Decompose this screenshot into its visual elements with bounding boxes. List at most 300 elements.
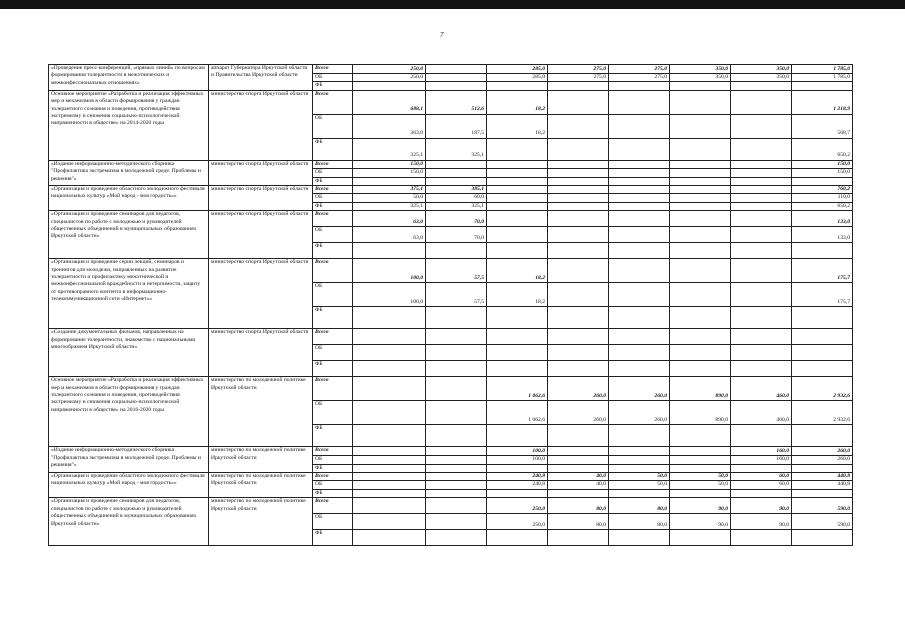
year-value-cell [731,227,792,243]
funding-source-label: Всего [313,259,353,283]
funding-source-label: ОБ [313,227,353,243]
table-row [49,211,853,227]
total-value-cell: 650,2 [792,138,853,160]
year-value-cell [548,211,609,227]
year-value-cell: 363,0 [353,114,426,138]
year-value-cell: 80,0 [548,514,609,530]
year-value-cell: 325,1 [426,202,487,210]
year-value-cell: 240,8 [487,473,548,481]
year-value-cell [487,194,548,202]
year-value-cell [609,259,670,283]
year-value-cell: 150,0 [353,169,426,177]
year-value-cell [670,243,731,259]
table-row [49,65,853,74]
year-value-cell [548,283,609,307]
year-value-cell [731,489,792,497]
total-value-cell: 590,0 [792,514,853,530]
year-value-cell [426,447,487,456]
year-value-cell: 50,0 [609,481,670,489]
measure-name: «Организация и проведение серии лекций, семинаров и тренингов для молодежи, направленных на развитие толерантности и профилактику межэтнической и межконфессиональной враждебности и нетерпимости, защиту от противоправного контента в информационно-телекоммуникационной сети «Интернет»» [49,259,209,329]
year-value-cell [670,530,731,546]
funding-source-label: ФБ [313,82,353,90]
year-value-cell: 90,0 [670,514,731,530]
total-value-cell [792,329,853,345]
total-value-cell [792,464,853,472]
year-value-cell [731,177,792,185]
year-value-cell: 275,0 [609,74,670,82]
year-value-cell [670,447,731,456]
total-value-cell: 590,0 [792,498,853,514]
year-value-cell: 57,5 [426,283,487,307]
total-value-cell [792,307,853,329]
year-value-cell [548,456,609,464]
year-value-cell [548,425,609,447]
page-number: 7 [440,31,444,39]
year-value-cell [353,307,426,329]
year-value-cell [353,530,426,546]
year-value-cell [487,82,548,90]
year-value-cell [426,74,487,82]
year-value-cell: 18,2 [487,283,548,307]
year-value-cell [426,169,487,177]
year-value-cell: 260,0 [609,377,670,401]
year-value-cell [548,307,609,329]
total-value-cell [792,530,853,546]
year-value-cell [609,243,670,259]
total-value-cell: 150,0 [792,160,853,168]
year-value-cell [670,138,731,160]
year-value-cell [548,177,609,185]
year-value-cell: 40,0 [548,473,609,481]
year-value-cell: 80,0 [609,514,670,530]
year-value-cell [548,138,609,160]
year-value-cell: 100,0 [353,283,426,307]
year-value-cell [609,283,670,307]
table-row [49,498,853,514]
year-value-cell: 63,0 [353,211,426,227]
year-value-cell: 350,0 [670,74,731,82]
year-value-cell [548,243,609,259]
funding-source-label: ФБ [313,202,353,210]
funding-source-label: Всего [313,473,353,481]
year-value-cell [548,530,609,546]
year-value-cell: 60,0 [426,194,487,202]
executor-name: министерство спорта Иркутской области [209,211,313,259]
year-value-cell [353,377,426,401]
total-value-cell: 133,0 [792,211,853,227]
table-row [49,329,853,345]
year-value-cell [353,345,426,361]
year-value-cell [426,345,487,361]
funding-source-label: Всего [313,186,353,194]
year-value-cell [353,481,426,489]
year-value-cell [670,425,731,447]
executor-name: министерство спорта Иркутской области [209,160,313,185]
year-value-cell: 18,2 [487,259,548,283]
year-value-cell [548,345,609,361]
total-value-cell: 260,0 [792,456,853,464]
total-value-cell [792,243,853,259]
year-value-cell [609,307,670,329]
year-value-cell [548,361,609,377]
year-value-cell [426,489,487,497]
year-value-cell [353,82,426,90]
year-value-cell [609,227,670,243]
year-value-cell: 275,0 [548,74,609,82]
measure-name: «Организация и проведение областного молодежного фестиваля национальных культур «Мой народ - моя гордость»» [49,473,209,498]
year-value-cell [670,345,731,361]
year-value-cell: 240,8 [487,481,548,489]
year-value-cell [670,456,731,464]
year-value-cell [609,530,670,546]
year-value-cell: 250,0 [487,514,548,530]
year-value-cell [731,90,792,114]
year-value-cell [670,90,731,114]
year-value-cell [731,243,792,259]
year-value-cell [609,169,670,177]
year-value-cell [548,227,609,243]
funding-source-label: ФБ [313,243,353,259]
measure-name: «Организация и проведение областного молодежного фестиваля национальных культур «Мой народ - моя гордость»» [49,186,209,211]
year-value-cell [609,90,670,114]
table-row [49,90,853,114]
year-value-cell: 160,0 [731,447,792,456]
year-value-cell: 375,1 [353,186,426,194]
funding-source-label: Всего [313,65,353,74]
funding-source-label: ОБ [313,345,353,361]
budget-table-body [49,65,853,546]
funding-source-label: ОБ [313,194,353,202]
year-value-cell [426,530,487,546]
table-row [49,473,853,481]
year-value-cell: 187,5 [426,114,487,138]
measure-name: Основное мероприятие «Разработка и реализация эффективных мер и механизмов в области формирования у граждан толерантного сознания и поведения, противодействия экстремизму и снижения социально-психологической напряженности в обществе» на 2014-2020 годы [49,90,209,160]
year-value-cell [731,307,792,329]
year-value-cell [353,447,426,456]
year-value-cell: 90,0 [670,498,731,514]
year-value-cell [731,82,792,90]
year-value-cell [487,169,548,177]
year-value-cell: 325,1 [426,138,487,160]
year-value-cell [670,307,731,329]
year-value-cell [731,169,792,177]
year-value-cell [731,194,792,202]
measure-name: «Организация и проведение семинаров для педагогов, специалистов по работе с молодежью и руководителей общественных объединений в муниципальных образованиях Иркутской области» [49,498,209,546]
year-value-cell: 18,2 [487,90,548,114]
funding-source-label: ОБ [313,401,353,425]
year-value-cell [670,114,731,138]
year-value-cell [426,473,487,481]
year-value-cell [670,464,731,472]
year-value-cell [670,82,731,90]
year-value-cell [548,90,609,114]
total-value-cell: 175,7 [792,283,853,307]
year-value-cell [731,530,792,546]
funding-source-label: ФБ [313,425,353,447]
total-value-cell: 650,2 [792,202,853,210]
total-value-cell: 1 218,9 [792,90,853,114]
total-value-cell [792,361,853,377]
year-value-cell [426,177,487,185]
year-value-cell [426,425,487,447]
table-row [49,259,853,283]
total-value-cell: 150,0 [792,169,853,177]
year-value-cell: 70,0 [426,227,487,243]
year-value-cell [426,361,487,377]
year-value-cell [426,464,487,472]
year-value-cell [548,489,609,497]
year-value-cell [487,329,548,345]
year-value-cell: 1 062,6 [487,377,548,401]
year-value-cell [548,464,609,472]
year-value-cell [609,489,670,497]
funding-source-label: ОБ [313,74,353,82]
scan-top-edge [0,0,905,9]
funding-source-label: Всего [313,211,353,227]
year-value-cell [426,498,487,514]
year-value-cell [609,329,670,345]
total-value-cell: 1 785,0 [792,65,853,74]
year-value-cell [609,160,670,168]
year-value-cell [670,186,731,194]
total-value-cell: 1 785,0 [792,74,853,82]
year-value-cell [731,425,792,447]
year-value-cell [670,259,731,283]
total-value-cell: 2 932,6 [792,401,853,425]
year-value-cell: 285,0 [487,74,548,82]
executor-name: министерство спорта Иркутской области [209,186,313,211]
year-value-cell: 40,0 [548,481,609,489]
year-value-cell [670,283,731,307]
funding-source-label: ФБ [313,138,353,160]
year-value-cell: 890,0 [670,401,731,425]
year-value-cell [487,464,548,472]
total-value-cell [792,345,853,361]
year-value-cell [548,114,609,138]
year-value-cell: 63,0 [353,227,426,243]
year-value-cell [353,514,426,530]
year-value-cell [731,259,792,283]
year-value-cell [353,464,426,472]
total-value-cell: 260,0 [792,447,853,456]
year-value-cell: 250,0 [487,498,548,514]
funding-source-label: Всего [313,498,353,514]
year-value-cell: 350,0 [670,65,731,74]
year-value-cell: 100,0 [487,456,548,464]
year-value-cell [353,329,426,345]
table-row [49,447,853,456]
year-value-cell [487,138,548,160]
year-value-cell [670,211,731,227]
executor-name: министерство спорта Иркутской области [209,329,313,377]
year-value-cell [353,401,426,425]
year-value-cell [731,186,792,194]
funding-source-label: ФБ [313,530,353,546]
year-value-cell [426,456,487,464]
year-value-cell: 512,6 [426,90,487,114]
year-value-cell [426,65,487,74]
year-value-cell [609,186,670,194]
year-value-cell [353,243,426,259]
year-value-cell [487,345,548,361]
year-value-cell [609,177,670,185]
budget-table-sheet [48,64,853,546]
total-value-cell [792,489,853,497]
total-value-cell: 110,0 [792,194,853,202]
table-row [49,186,853,194]
year-value-cell [670,329,731,345]
year-value-cell: 50,0 [353,194,426,202]
year-value-cell [609,456,670,464]
measure-name: «Организация и проведение семинаров для педагогов, специалистов по работе с молодежью и руководителей общественных объединений в муниципальных образованиях Иркутской области» [49,211,209,259]
year-value-cell [487,243,548,259]
total-value-cell: 2 932,6 [792,377,853,401]
year-value-cell: 275,0 [609,65,670,74]
year-value-cell [670,160,731,168]
year-value-cell: 60,0 [731,481,792,489]
executor-name: министерство спорта Иркутской области [209,259,313,329]
year-value-cell [609,138,670,160]
measure-name: «Издание информационно-методического сборника "Профилактика экстремизма в молодежной среде. Проблемы и решения"» [49,160,209,185]
executor-name: министерство по молодежной политике Иркутской области [209,498,313,546]
year-value-cell [487,425,548,447]
year-value-cell [487,227,548,243]
year-value-cell: 80,0 [609,498,670,514]
year-value-cell [609,425,670,447]
year-value-cell: 50,0 [609,473,670,481]
year-value-cell: 57,5 [426,259,487,283]
year-value-cell [487,186,548,194]
total-value-cell [792,82,853,90]
measure-name: «Издание информационно-методического сборника "Профилактика экстремизма в молодежной среде. Проблемы и решения"» [49,447,209,473]
year-value-cell [487,202,548,210]
year-value-cell: 50,0 [670,481,731,489]
year-value-cell: 90,0 [731,514,792,530]
year-value-cell [670,177,731,185]
year-value-cell [609,361,670,377]
year-value-cell [731,202,792,210]
year-value-cell [670,202,731,210]
table-row [49,377,853,401]
year-value-cell: 1 062,6 [487,401,548,425]
year-value-cell: 350,0 [731,74,792,82]
year-value-cell [548,447,609,456]
year-value-cell [426,160,487,168]
year-value-cell [548,82,609,90]
year-value-cell [353,177,426,185]
year-value-cell [426,401,487,425]
funding-source-label: ФБ [313,489,353,497]
year-value-cell [426,481,487,489]
year-value-cell [670,227,731,243]
executor-name: министерство по молодежной политике Иркутской области [209,447,313,473]
funding-source-label: ОБ [313,456,353,464]
year-value-cell: 460,0 [731,401,792,425]
year-value-cell: 260,0 [548,401,609,425]
year-value-cell [426,82,487,90]
year-value-cell: 385,1 [426,186,487,194]
year-value-cell [426,243,487,259]
year-value-cell: 100,0 [487,447,548,456]
executor-name: министерство по молодежной политике Иркутской области [209,473,313,498]
total-value-cell: 133,0 [792,227,853,243]
funding-source-label: ФБ [313,361,353,377]
budget-table [48,64,853,546]
funding-source-label: ФБ [313,464,353,472]
year-value-cell: 160,0 [731,456,792,464]
measure-name: «Создание документальных фильмов, направленных на формирование толерантности, знакомство с национальными многообразием Иркутской области» [49,329,209,377]
year-value-cell: 90,0 [731,498,792,514]
year-value-cell [609,464,670,472]
year-value-cell: 250,0 [353,74,426,82]
total-value-cell: 568,7 [792,114,853,138]
year-value-cell: 325,1 [353,202,426,210]
year-value-cell [731,361,792,377]
table-row [49,160,853,168]
year-value-cell [609,194,670,202]
year-value-cell: 60,0 [731,473,792,481]
total-value-cell: 760,2 [792,186,853,194]
funding-source-label: Всего [313,329,353,345]
total-value-cell: 175,7 [792,259,853,283]
year-value-cell: 275,0 [548,65,609,74]
year-value-cell [487,211,548,227]
year-value-cell [731,283,792,307]
funding-source-label: ФБ [313,177,353,185]
funding-source-label: Всего [313,160,353,168]
year-value-cell: 250,0 [353,65,426,74]
funding-source-label: Всего [313,447,353,456]
year-value-cell: 100,0 [353,259,426,283]
year-value-cell [426,514,487,530]
year-value-cell [548,194,609,202]
year-value-cell [609,202,670,210]
year-value-cell [609,447,670,456]
year-value-cell [731,464,792,472]
year-value-cell: 350,0 [731,65,792,74]
year-value-cell [487,530,548,546]
year-value-cell [487,160,548,168]
year-value-cell: 460,0 [731,377,792,401]
year-value-cell [353,361,426,377]
year-value-cell [609,345,670,361]
year-value-cell [353,456,426,464]
year-value-cell [670,361,731,377]
funding-source-label: ОБ [313,169,353,177]
year-value-cell [670,489,731,497]
year-value-cell [731,345,792,361]
executor-name: министерство по молодежной политике Иркутской области [209,377,313,447]
year-value-cell [670,169,731,177]
funding-source-label: ОБ [313,514,353,530]
total-value-cell [792,177,853,185]
funding-source-label: ФБ [313,307,353,329]
year-value-cell: 150,0 [353,160,426,168]
funding-source-label: ОБ [313,283,353,307]
year-value-cell: 80,0 [548,498,609,514]
measure-name: «Проведение пресс-конференций, «прямых линий» по вопросам формирования толерантности в межэтнических и межконфессиональных отношениях» [49,65,209,91]
year-value-cell: 50,0 [670,473,731,481]
total-value-cell: 440,8 [792,473,853,481]
year-value-cell [353,473,426,481]
year-value-cell [609,82,670,90]
year-value-cell [426,307,487,329]
year-value-cell: 890,0 [670,377,731,401]
year-value-cell [548,169,609,177]
year-value-cell: 688,1 [353,90,426,114]
year-value-cell [353,425,426,447]
year-value-cell [353,498,426,514]
